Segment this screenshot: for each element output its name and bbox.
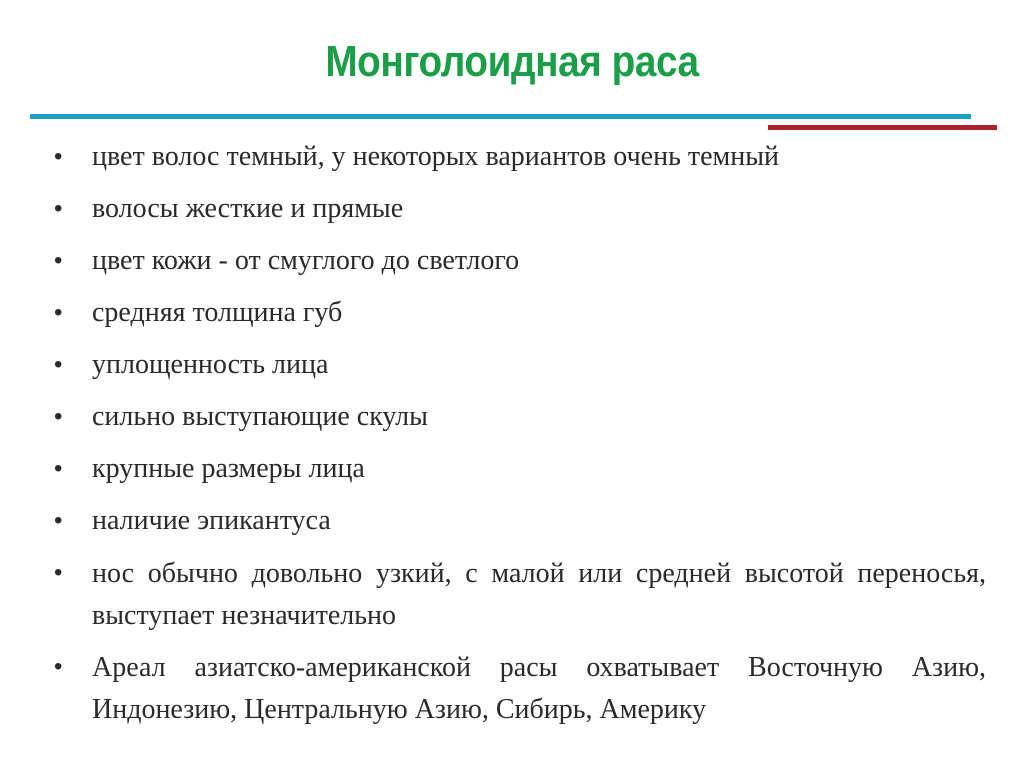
- list-item: [48, 137, 986, 177]
- list-item-text: волосы жесткие и прямые: [92, 193, 404, 224]
- bullet-icon: •: [54, 351, 63, 378]
- list-item-text: цвет волос темный, у некоторых вариантов очень темный: [92, 141, 779, 172]
- list-item: [48, 241, 986, 281]
- list-item: [48, 501, 986, 541]
- title-underline-blue: [30, 114, 971, 119]
- list-item: [48, 647, 986, 731]
- list-item-text: средняя толщина губ: [92, 297, 343, 328]
- list-item: [48, 345, 986, 385]
- bullet-list: [48, 137, 986, 741]
- bullet-icon: •: [54, 455, 63, 482]
- list-item: [48, 397, 986, 437]
- list-item-text: сильно выступающие скулы: [92, 401, 428, 432]
- bullet-icon: •: [54, 559, 63, 586]
- list-item: [48, 449, 986, 489]
- bullet-icon: •: [54, 299, 63, 326]
- bullet-icon: •: [54, 507, 63, 534]
- list-item-text: нос обычно довольно узкий, с малой или средней высотой переносья, выступает незначительно: [92, 558, 986, 631]
- list-item: [48, 293, 986, 333]
- slide-title: Монголоидная раса: [325, 37, 699, 86]
- list-item: [48, 189, 986, 229]
- bullet-icon: •: [54, 143, 63, 170]
- bullet-icon: •: [54, 653, 63, 680]
- bullet-icon: •: [54, 403, 63, 430]
- list-item-text: Ареал азиатско-американской расы охватывает Восточную Азию, Индонезию, Центральную Азию, Сибирь, Америку: [92, 652, 986, 725]
- bullet-icon: •: [54, 247, 63, 274]
- bullet-icon: •: [54, 195, 63, 222]
- list-item-text: наличие эпикантуса: [92, 505, 331, 536]
- title-underline-red: [768, 125, 997, 130]
- list-item: [48, 553, 986, 637]
- list-item-text: цвет кожи - от смуглого до светлого: [92, 245, 520, 276]
- list-item-text: уплощенность лица: [92, 349, 329, 380]
- list-item-text: крупные размеры лица: [92, 453, 365, 484]
